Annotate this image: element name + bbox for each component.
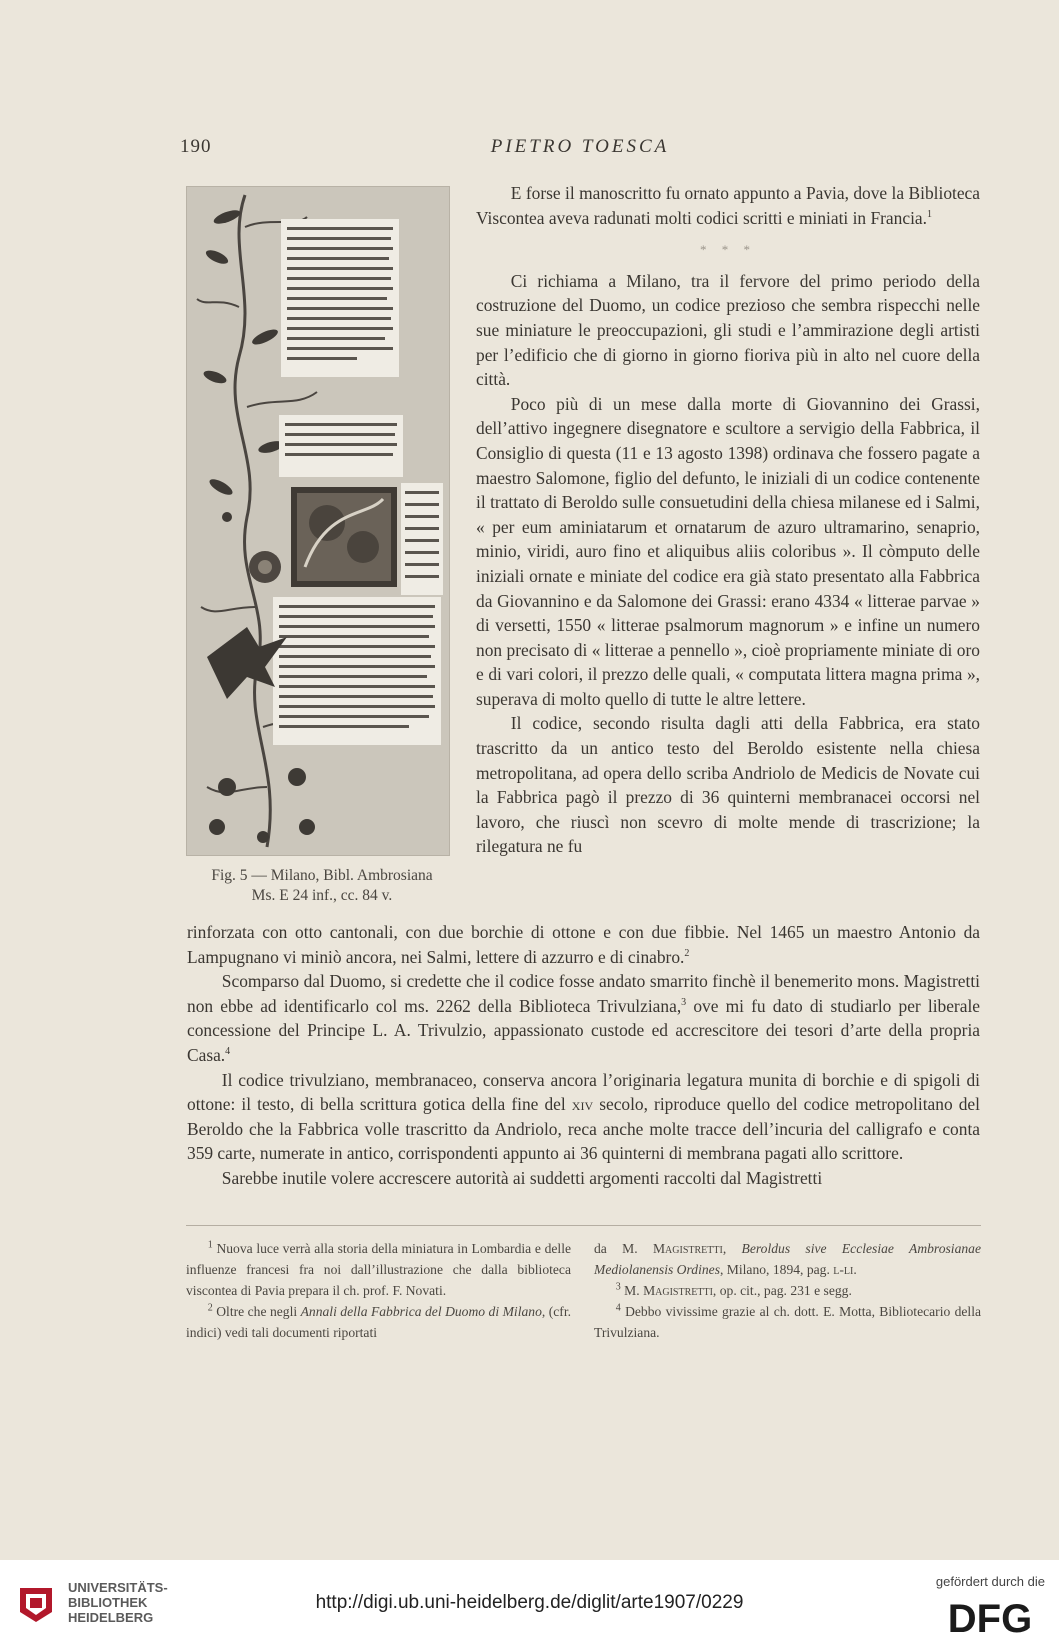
footnote-ref-3[interactable]: 3 xyxy=(681,996,687,1008)
century-numeral: xiv xyxy=(571,1094,594,1115)
footnote-4: $^4$ Debbo vivissime grazie al ch. dott. E. Motta, Bibliotecario della Trivulziana. xyxy=(594,1302,982,1340)
page-header xyxy=(180,136,980,164)
footnote-3: $^3$ M. Magistretti, op. cit., pag. 231 e segg. xyxy=(615,1281,852,1298)
footnotes-left xyxy=(186,1238,571,1343)
funding-label: gefördert durch die xyxy=(935,1574,1045,1589)
running-title: PIETRO TOESCA xyxy=(490,136,670,157)
section-separator: * * * xyxy=(700,242,756,258)
paragraph-5: Scomparso dal Duomo, si credette che il codice fosse andato smarrito finchè il benemerito mons. Magistretti non ebbe ad identificarlo col ms. 2262 della Biblioteca Trivulziana,$^3$ ove mi fu dato di studiarlo per liberale concessione del Principe L. A. Trivulzio, appassionato custode ed accrescitore dei tesori d’arte della propria Casa.$^4$ xyxy=(187,971,980,1065)
footnotes-right xyxy=(594,1238,981,1343)
viewer-footer xyxy=(0,1560,1059,1646)
svg-text:DFG: DFG xyxy=(947,1597,1033,1638)
footnote-divider xyxy=(186,1225,981,1226)
paragraph-3: Poco più di un mese dalla morte di Giovannino dei Grassi, dell’attivo ingegnere disegnatore e scultore a servigio della Fabbrica, il Consiglio di questa (11 e 13 agosto 1398) ordinava che fossero pagate a maestro Salomone, figlio del defunto, le iniziali di un codice contenente il trattato di Beroldo sulle consuetudini della chiesa milanese ed i Salmi, « per eum aminiatarum et ornatarum de azuro ultramarino, senaprio, minio, viridi, auro fino et aliquibus aliis coloribus ». Il còmputo delle iniziali ornate e miniate del codice era già stato presentato alla Fabbrica da Giovannino e da Salomone dei Grassi: erano 4334 « litterae parvae » di versetti, 1550 « litterae psalmorum magnorum » e infine un numero non precisato di « litterae a pennello », cioè propriamente miniate di oro e di vari colori, il prezzo delle quali, « computata littera magna prima », superava di molto quello di tutte le altre lettere. xyxy=(476,393,980,709)
full-width-text xyxy=(187,920,980,1191)
paragraph-7: Sarebbe inutile volere accrescere autorità ai suddetti argomenti raccolti dal Magistretti xyxy=(221,1167,823,1188)
page-number: 190 xyxy=(180,136,212,157)
footnote-ref-4[interactable]: 4 xyxy=(225,1046,231,1058)
caption-line-2: Ms. E 24 inf., cc. 84 v. xyxy=(251,887,393,904)
footnote-2: $^2$ Oltre che negli Annali della Fabbrica del Duomo di Milano, (cfr. indici) vedi tali documenti riportati xyxy=(186,1302,571,1340)
figure-caption xyxy=(182,866,462,906)
footnote-ref-2[interactable]: 2 xyxy=(684,947,690,959)
library-name[interactable]: UNIVERSITÄTS- BIBLIOTHEK HEIDELBERG xyxy=(68,1580,168,1625)
footnote-2-continued: da M. Magistretti, Beroldus sive Ecclesiae Ambrosianae Mediolanensis Ordines, Milano, 1894, pag. l-li. xyxy=(594,1241,982,1277)
footnote-1: $^1$ Nuova luce verrà alla storia della miniatura in Lombardia e delle influenze francesi fra noi dall’illustrazione che dalla biblioteca viscontea di Pavia prepara il ch. prof. F. Novati. xyxy=(186,1239,571,1298)
paragraph-4-continued: rinforzata con otto cantonali, con due borchie di ottone e con due fibbie. Nel 1465 un maestro Antonio da Lampugnano vi miniò ancora, nei Salmi, lettere di azzurro e di cinabro.$^2$ xyxy=(187,922,980,967)
manuscript-figure xyxy=(186,186,450,856)
paragraph-2: Ci richiama a Milano, tra il fervore del primo periodo della costruzione del Duomo, un codice prezioso che sembra rispecchi nelle sue miniature le preoccupazioni, gli studi e l’ammirazione degli artisti per l’edificio che di giorno in giorno fioriva più in alto nel cuore della città. xyxy=(476,270,980,390)
footnote-ref-1[interactable]: 1 xyxy=(926,208,932,220)
right-column-text xyxy=(476,181,980,859)
dfg-logo-icon[interactable] xyxy=(935,1594,1045,1638)
paragraph-4: Il codice, secondo risulta dagli atti della Fabbrica, era stato trascritto da un antico testo del Beroldo esistente nella chiesa metropolitana, ad opera dello scriba Andriolo de Medicis de Novate cui la Fabbrica pagò il prezzo di 36 quinterni membranacei occorsi nel lavoro, che riuscì non scevro di molte mende di trascrizione; la rilegatura ne fu xyxy=(476,713,980,857)
manuscript-illustration xyxy=(187,187,449,855)
caption-line-1: Fig. 5 — Milano, Bibl. Ambrosiana xyxy=(211,867,433,884)
paragraph-1: E forse il manoscritto fu ornato appunto a Pavia, dove la Biblioteca Viscontea aveva radunati molti codici scritti e miniati in Francia.$^1$ xyxy=(476,183,980,228)
paragraph-6: Il codice trivulziano, membranaceo, conserva ancora l’originaria legatura munita di borchie e di spigoli di ottone: il testo, di bella scrittura gotica della fine del xiv secolo, riproduce quello del codice metropolitano del Beroldo che la Fabbrica volle trascritto da Andriolo, reca anche molte tracce dell’incuria del calligrafo e conta 359 carte, numerate in antico, corrispondenti appunto ai 36 quinterni di membrana pagati allo scrittore. xyxy=(187,1069,980,1164)
document-url-link[interactable]: http://digi.ub.uni-heidelberg.de/diglit/arte1907/0229 xyxy=(315,1592,744,1613)
